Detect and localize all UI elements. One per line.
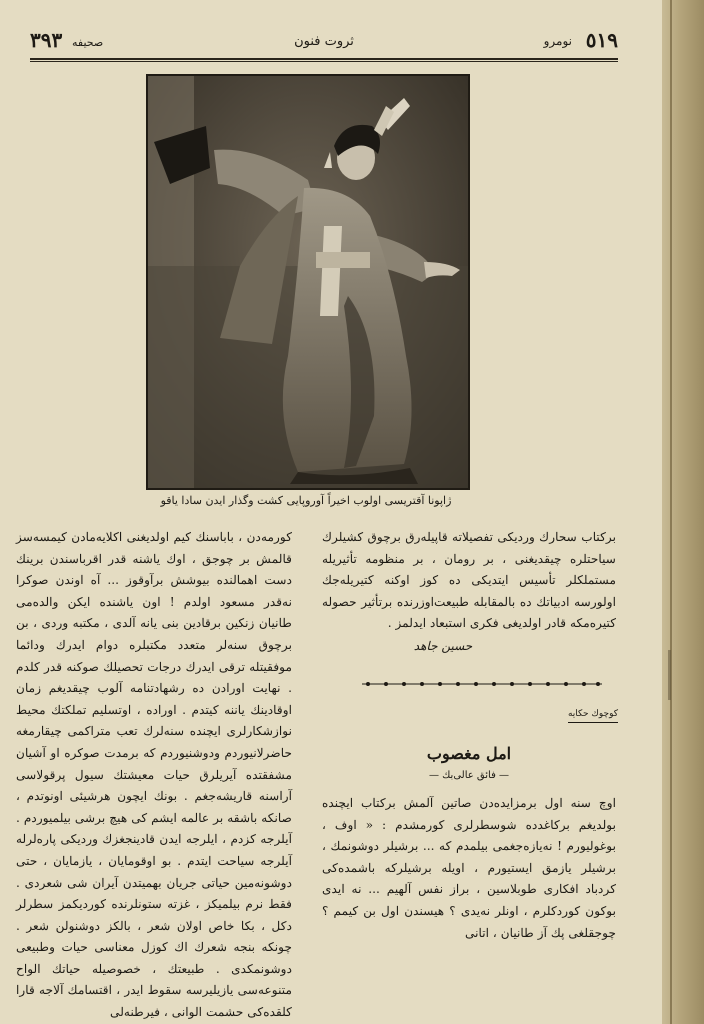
- header-rule-thin: [30, 61, 618, 62]
- photo-caption: ژاپونا آقتریسی اولوب اخیراً آوروپایی کشت وگذار ایدن سادا یاقو: [160, 494, 452, 507]
- article-signature: حسین جاهد: [413, 639, 473, 653]
- story-title: امل مغصوب: [426, 744, 512, 763]
- section-label-underline: [568, 722, 618, 723]
- left-column-text: کورمه‌دن ، باباسنك كیم اولدیغنی اكلایه‌مادن كیمسه‌سز قالمش بر چوجق ، اوك یاشنه قدر اقرباسندن برینك دست اهمالنده بیوشش برآوقوز ... آه اوندن صوكرا نه‌قدر مسعود اولدم ! اون یاشنده ایكن والده‌می طانیان زنكین برقادین بنی یانه آلدی ، مكتبه وردی ، بن برچوق سنه‌لر متعدد مكتبلره دوام ایدرك ودائما موفقیتله ترقی ایدرك درجات تحصیلك صوكنه قدر كلدم . نهایت اورادن ده رشهادتنامه آلوب چیقدیغم زمان اوقادینك یاننه كیتدم . اوراده ، اوتسلیم تملكتك محیط نوازشكارلری ایچنده سنه‌لرك تعب متراكمی چیقارمغه حاضرلانیوردم ودوشنیوردم كه برمدت صوكره او آشیان مشفقتده آیریلرق حیات معیشتك سیول پرقولاسی آراسنه قاریشه‌جغم . بونك ایچون هرشیئی اونوتدم ، صانكه باشقه بر عالمه ایشم كی هیچ برشی بیلمیوردم . آیلرجه كزدم ، ایلرجه ایدن قادینجغزك وردیكی پاره‌لرله آیلرجه سیاحت ایتدم . بو اوقومایان ، یازمایان ، حتی دوشونه‌مین حیاتی جریان بهمیتدن آیران شی شعردی . فقط نرم بیلمیكز ، غزته ستونلرنده كوردیكمز سطرلر دكل ، بكا خاص اولان شعر ، بالكز دوشنولن شعر . چونكه بنجه شعرك اك كوزل معناسی حیات وطبیعی دوشونمكدی . طبیعتك ، خصوصیله حیاتك الواح متنوعه‌سی یازیلیرسه سقوط ایدر ، اقتسامك آلاجه قارا كلقده‌كی حشمت الوانی ، فیرطنه‌لی: [16, 530, 292, 1020]
- section-label: كوچوك حكایه: [567, 709, 619, 719]
- page-number: ٣٩٣: [30, 28, 63, 52]
- right-column: [322, 527, 616, 635]
- photo-illustration: [148, 76, 468, 488]
- header-rule: [30, 58, 618, 60]
- book-spine: [662, 0, 704, 1024]
- right-column-text: بركتاب سحارك وردیكی تفصیلاته قاپیله‌رق برچوق كشیلرك سیاحتلره چیقدیغنی ، بر رومان ، بر منظومه تأثیریله مستملكلر تأسیس ایتدیكی ده كوز اوكنه كتیریله‌جك اولورسه ادبیاتك ده بالمقابله طبیعت‌اوزرنده برتأثیر حصوله كتیره‌مكه قادر اولدیغی فكری استبعاد ایدلمز .: [322, 530, 616, 631]
- left-column: [16, 527, 292, 1024]
- ornamental-divider: [362, 679, 602, 689]
- margin-mark: [668, 650, 671, 700]
- issue-label: نومرو: [543, 34, 572, 48]
- issue-number: ٥١٩: [585, 28, 618, 52]
- page-label: صحيفه: [72, 36, 104, 49]
- journal-title: ثروت فنون: [294, 34, 354, 49]
- actress-photograph: [146, 74, 470, 490]
- page-header: [30, 28, 618, 54]
- story-author: — فائق عالی‌بك —: [428, 770, 510, 781]
- story-text: اوچ سنه اول برمزایده‌دن صاتین آلمش بركتاب ایچنده بولدیغم بركاغدده شوسطرلری كورمشدم : « اوف ، بوغولیورم ! نه‌یازه‌جغمی بیلمدم كه ... برشیلر دوشونمك ، برشیلر یازمق ایستیورم ، اویله برشیلركه باشمده‌كی كردباد افكاری طوبلاسین ، براز نفس آلهیم ... نه ایدی بوكون كوردكلرم ، اونلر نه‌یدی ؟ هیسندن اول بن كیمم ؟ چوجقلغی پك آز طانیان ، اتانی: [322, 796, 616, 940]
- story-column: [322, 793, 616, 944]
